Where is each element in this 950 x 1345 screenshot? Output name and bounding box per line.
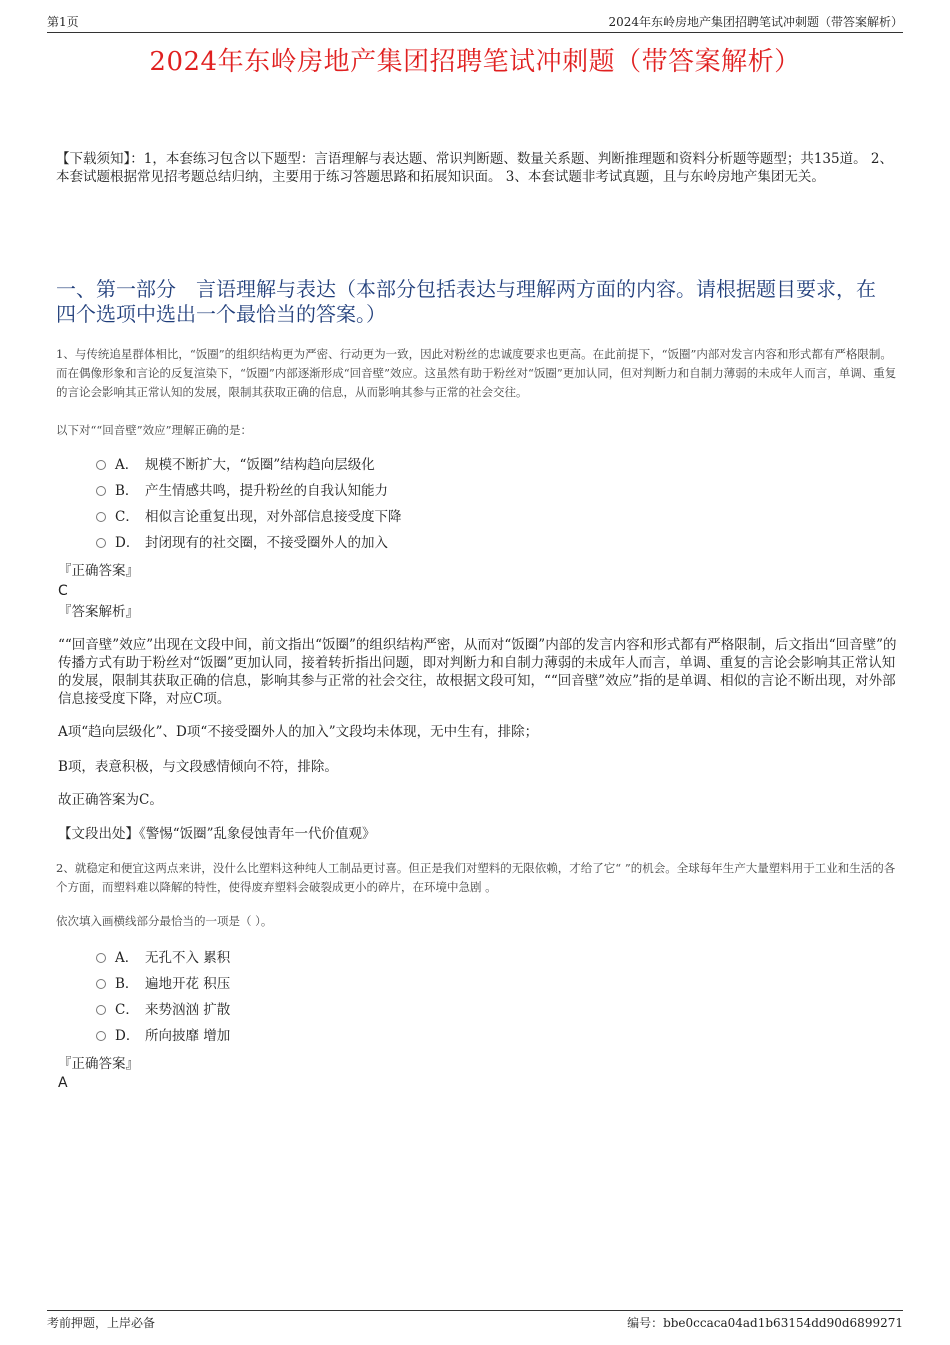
radio-icon[interactable] [96, 486, 106, 496]
page-header [47, 14, 903, 33]
question-1-analysis-main: ““回音壁”效应”出现在文段中间，前文指出“饭圈”的组织结构严密，从而对“饭圈”内部的发言内容和形式都有严格限制，后文指出“回音壁”的传播方式有助于粉丝对“饭圈”更加认同，接着转折指出问题，即对判断力和自制力薄弱的未成年人而言，单调、重复的言论会影响其正常认知的发展，限制其获取正确的信息，影响其参与正常的社会交往，故根据文段可知，““回音壁”效应”指的是单调、相似的言论不断出现，对外部信息接受度下降，对应C项。 [58, 637, 897, 707]
question-1-answer: C [58, 583, 68, 599]
question-2-options [96, 945, 230, 1049]
radio-icon[interactable] [96, 1005, 106, 1015]
question-1-prompt: 以下对““回音壁”效应”理解正确的是： [56, 423, 253, 437]
question-2-answer: A [58, 1075, 68, 1091]
question-1-answer-label: 『正确答案』 [58, 563, 139, 579]
footer-slogan: 考前押题，上岸必备 [47, 1316, 156, 1330]
section-heading: 一、第一部分 言语理解与表达（本部分包括表达与理解两方面的内容。请根据题目要求，在四个选项中选出一个最恰当的答案。） [56, 277, 876, 326]
download-notice: 【下载须知】：1，本套练习包含以下题型：言语理解与表达题、常识判断题、数量关系题、判断推理题和资料分析题等题型；共135道。 2、本套试题根据常见招考题总结归纳，主要用于练习答题思路和拓展知识面。 3、本套试题非考试真题，且与东岭房地产集团无关。 [56, 151, 893, 185]
question-2-option-d[interactable]: D． 所向披靡 增加 [96, 1023, 230, 1049]
question-2-option-a[interactable]: A． 无孔不入 累积 [96, 945, 230, 971]
question-1-option-a[interactable]: A． 规模不断扩大，“饭圈”结构趋向层级化 [96, 452, 402, 478]
question-2-answer-label: 『正确答案』 [58, 1056, 139, 1072]
question-2-option-b[interactable]: B． 遍地开花 积压 [96, 971, 230, 997]
question-2-prompt: 依次填入画横线部分最恰当的一项是（ ）。 [56, 914, 273, 928]
radio-icon[interactable] [96, 979, 106, 989]
radio-icon[interactable] [96, 538, 106, 548]
question-1-analysis-conclusion: 故正确答案为C。 [58, 792, 163, 808]
header-doc-title: 2024年东岭房地产集团招聘笔试冲刺题（带答案解析） [608, 15, 903, 29]
footer-serial: 编号：bbe0ccaca04ad1b63154dd90d6899271 [627, 1316, 903, 1330]
question-2-option-c[interactable]: C． 来势汹汹 扩散 [96, 997, 230, 1023]
question-1-analysis-b: B项，表意积极，与文段感情倾向不符，排除。 [58, 759, 338, 775]
page-footer [47, 1310, 903, 1333]
question-1-option-d[interactable]: D． 封闭现有的社交圈，不接受圈外人的加入 [96, 530, 402, 556]
radio-icon[interactable] [96, 1031, 106, 1041]
question-1-options [96, 452, 402, 556]
question-1-option-c[interactable]: C． 相似言论重复出现，对外部信息接受度下降 [96, 504, 402, 530]
radio-icon[interactable] [96, 460, 106, 470]
question-2-stem: 2、就稳定和便宜这两点来讲，没什么比塑料这种纯人工制品更讨喜。但正是我们对塑料的无限依赖，才给了它“ ”的机会。全球每年生产大量塑料用于工业和生活的各个方面，而塑料难以降解的特性，使得废弃塑料会破裂成更小的碎片，在环境中急剧 。 [56, 861, 896, 894]
document-title: 2024年东岭房地产集团招聘笔试冲刺题（带答案解析） [149, 47, 801, 77]
question-1-analysis-ad: A项“趋向层级化”、D项“不接受圈外人的加入”文段均未体现，无中生有，排除； [58, 724, 539, 740]
question-1-option-b[interactable]: B． 产生情感共鸣，提升粉丝的自我认知能力 [96, 478, 402, 504]
question-1-stem: 1、与传统追星群体相比，“饭圈”的组织结构更为严密、行动更为一致，因此对粉丝的忠诚度要求也更高。在此前提下，“饭圈”内部对发言内容和形式都有严格限制。而在偶像形象和言论的反复渲染下，“饭圈”内部逐渐形成“回音壁”效应。这虽然有助于粉丝对“饭圈”更加认同，但对判断力和自制力薄弱的未成年人而言，单调、重复的言论会影响其正常认知的发展，限制其获取正确的信息，从而影响其参与正常的社会交往。 [56, 347, 897, 399]
radio-icon[interactable] [96, 953, 106, 963]
page-number: 第1页 [47, 15, 79, 29]
question-1-analysis-label: 『答案解析』 [58, 604, 139, 620]
radio-icon[interactable] [96, 512, 106, 522]
question-1-source: 【文段出处】《警惕“饭圈”乱象侵蚀青年一代价值观》 [58, 826, 376, 842]
